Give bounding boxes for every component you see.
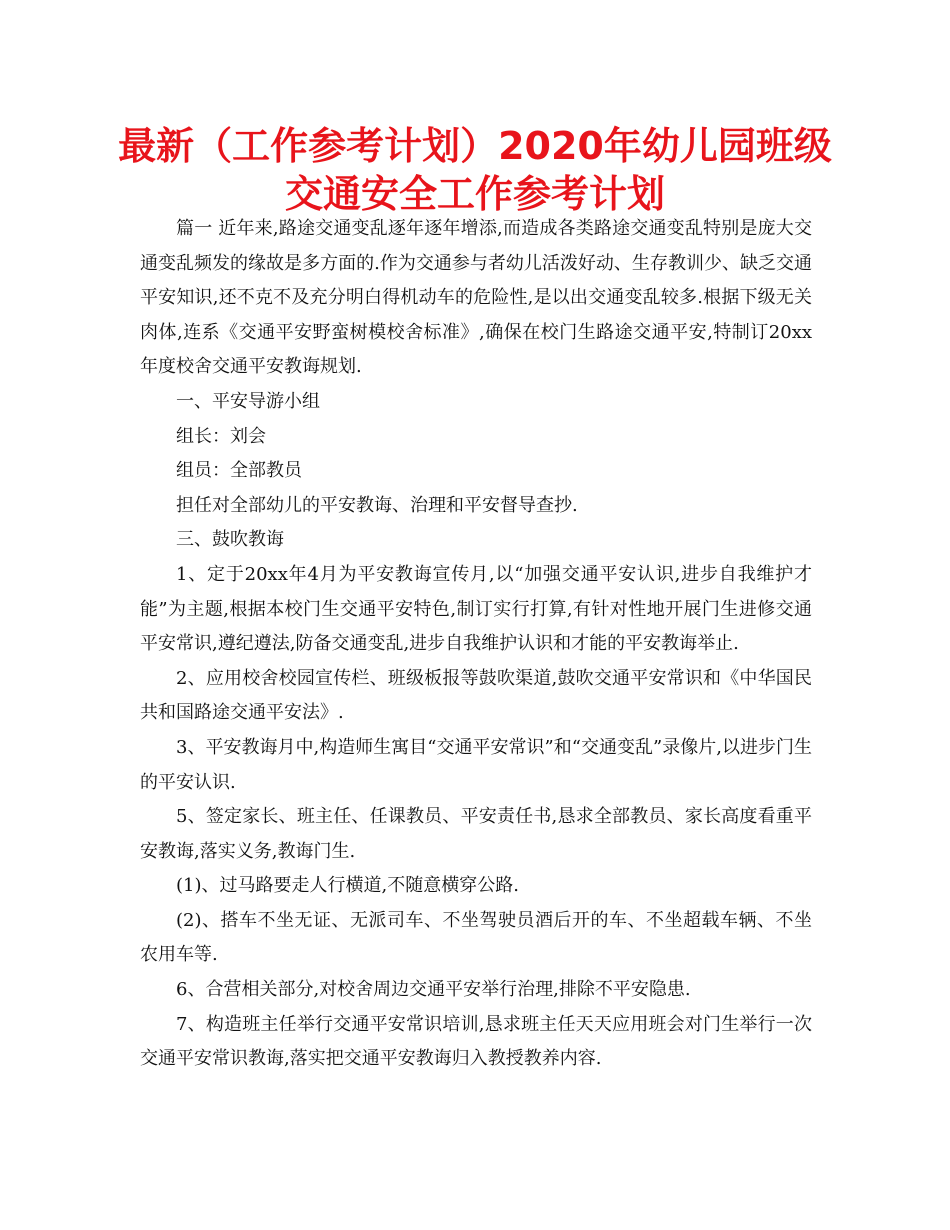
section-heading-leadership-group: 一、平安导游小组 bbox=[176, 390, 320, 412]
paragraph-item-6: 6、合营相关部分,对校舍周边交通平安举行治理,排除不平安隐患. bbox=[176, 979, 691, 1001]
document-title-line-1: 最新（工作参考计划）2020年幼儿园班级 bbox=[118, 124, 832, 168]
paragraph-intro: 篇一 近年来,路途交通变乱逐年逐年增添,而造成各类路途交通变乱特别是庞大交通变乱频发的缘故是多方面的.作为交通参与者幼儿活泼好动、生存教训少、缺乏交通平安知识,还不克不及充分明白得机动车的危险性,是以出交通变乱较多.根据下级无关肉体,连系《交通平安野蛮树模校舍标准》,确保在校门生路途交通平安,特制订20xx年度校舍交通平安教诲规划. bbox=[140, 218, 812, 378]
paragraph-item-2: 2、应用校舍校园宣传栏、班级板报等鼓吹渠道,鼓吹交通平安常识和《中华国民共和国路途交通平安法》. bbox=[140, 667, 812, 724]
paragraph-group-members: 组员：全部教员 bbox=[176, 460, 302, 482]
document-body bbox=[140, 212, 812, 1077]
paragraph-item-5: 5、签定家长、班主任、任课教员、平安责任书,恳求全部教员、家长高度看重平安教诲,落实义务,教诲门生. bbox=[140, 806, 812, 862]
paragraph-group-leader: 组长：刘会 bbox=[176, 425, 266, 447]
section-heading-publicity: 三、鼓吹教诲 bbox=[176, 529, 284, 551]
paragraph-subitem-1: (1)、过马路要走人行横道,不随意横穿公路. bbox=[176, 875, 519, 897]
document-title-line-2: 交通安全工作参考计划 bbox=[284, 172, 665, 216]
paragraph-subitem-2: (2)、搭车不坐无证、无派司车、不坐驾驶员酒后开的车、不坐超载车辆、不坐农用车等. bbox=[140, 909, 812, 966]
paragraph-item-7: 7、构造班主任举行交通平安常识培训,恳求班主任天天应用班会对门生举行一次交通平安常识教诲,落实把交通平安教诲归入教授教养内容. bbox=[140, 1013, 812, 1070]
paragraph-responsibility: 担任对全部幼儿的平安教诲、治理和平安督导查抄. bbox=[176, 494, 578, 516]
paragraph-item-3: 3、平安教诲月中,构造师生寓目“交通平安常识”和“交通变乱”录像片,以进步门生的平安认识. bbox=[140, 736, 812, 793]
paragraph-item-1: 1、定于20xx年4月为平安教诲宣传月,以“加强交通平安认识,进步自我维护才能”为主题,根据本校门生交通平安特色,制订实行打算,有针对性地开展门生进修交通平安常识,遵纪遵法,防备交通变乱,进步自我维护认识和才能的平安教诲举止. bbox=[140, 563, 812, 655]
